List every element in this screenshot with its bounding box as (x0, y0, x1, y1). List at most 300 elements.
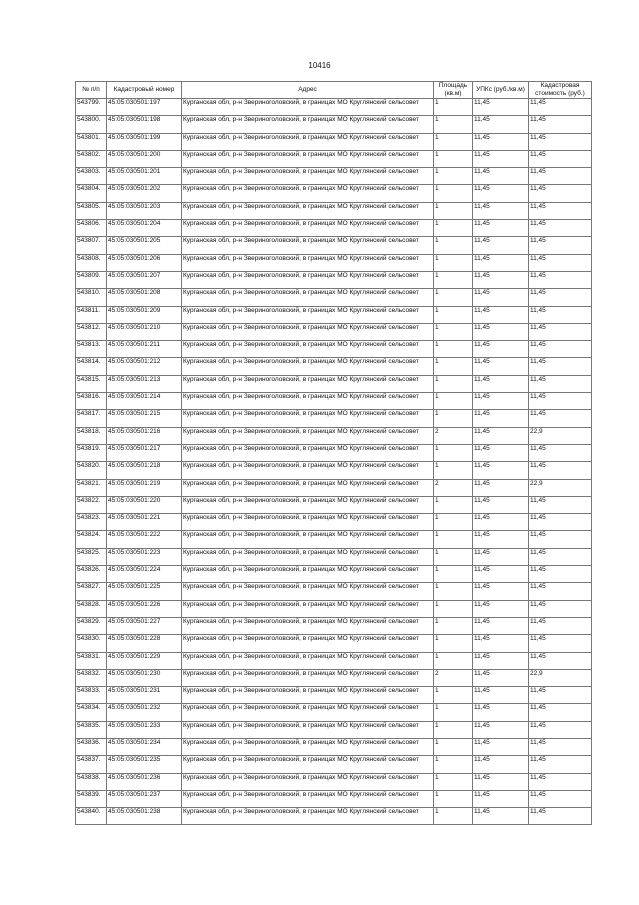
row-number-cell: 543804. (76, 185, 107, 202)
cadastral-value-cell: 11,45 (529, 116, 592, 133)
cadastral-value-cell: 11,45 (529, 462, 592, 479)
address-cell: Курганская обл, р-н Звериноголовский, в границах МО Круглянский сельсовет (182, 790, 434, 807)
address-cell: Курганская обл, р-н Звериноголовский, в границах МО Круглянский сельсовет (182, 583, 434, 600)
table-row (76, 773, 592, 790)
table-row (76, 237, 592, 254)
table-row (76, 133, 592, 150)
table-row (76, 444, 592, 461)
cadastral-number-cell: 45:05:030501:199 (107, 133, 182, 150)
upks-cell: 11,45 (473, 808, 529, 825)
table-row (76, 462, 592, 479)
upks-cell: 11,45 (473, 600, 529, 617)
cadastral-value-cell: 11,45 (529, 341, 592, 358)
cadastral-value-cell: 11,45 (529, 133, 592, 150)
table-row (76, 306, 592, 323)
cadastral-number-cell: 45:05:030501:216 (107, 427, 182, 444)
cadastral-number-cell: 45:05:030501:207 (107, 271, 182, 288)
cadastral-number-cell: 45:05:030501:203 (107, 202, 182, 219)
table-row (76, 808, 592, 825)
area-cell: 1 (434, 635, 473, 652)
address-cell: Курганская обл, р-н Звериноголовский, в границах МО Круглянский сельсовет (182, 462, 434, 479)
upks-cell: 11,45 (473, 635, 529, 652)
cadastral-value-cell: 11,45 (529, 773, 592, 790)
area-cell: 1 (434, 600, 473, 617)
table-row (76, 617, 592, 634)
row-number-cell: 543839. (76, 790, 107, 807)
cadastral-value-cell: 11,45 (529, 150, 592, 167)
row-number-cell: 543805. (76, 202, 107, 219)
row-number-cell: 543828. (76, 600, 107, 617)
table-row (76, 393, 592, 410)
cadastral-number-cell: 45:05:030501:236 (107, 773, 182, 790)
cadastral-number-cell: 45:05:030501:200 (107, 150, 182, 167)
area-cell: 2 (434, 427, 473, 444)
area-cell: 1 (434, 652, 473, 669)
area-cell: 1 (434, 202, 473, 219)
upks-cell: 11,45 (473, 514, 529, 531)
row-number-cell: 543821. (76, 479, 107, 496)
table-row (76, 531, 592, 548)
area-cell: 1 (434, 289, 473, 306)
table-row (76, 220, 592, 237)
cadastral-number-cell: 45:05:030501:226 (107, 600, 182, 617)
cadastral-number-cell: 45:05:030501:235 (107, 756, 182, 773)
cadastral-number-cell: 45:05:030501:213 (107, 375, 182, 392)
address-cell: Курганская обл, р-н Звериноголовский, в границах МО Круглянский сельсовет (182, 669, 434, 686)
area-cell: 1 (434, 323, 473, 340)
cadastral-number-cell: 45:05:030501:220 (107, 496, 182, 513)
cadastral-value-cell: 11,45 (529, 531, 592, 548)
cadastral-number-cell: 45:05:030501:208 (107, 289, 182, 306)
table-row (76, 721, 592, 738)
page-number: 10416 (308, 61, 331, 70)
row-number-cell: 543800. (76, 116, 107, 133)
area-cell: 1 (434, 168, 473, 185)
cadastral-value-cell: 11,45 (529, 254, 592, 271)
address-cell: Курганская обл, р-н Звериноголовский, в границах МО Круглянский сельсовет (182, 652, 434, 669)
cadastral-table (75, 81, 592, 825)
table-row (76, 410, 592, 427)
upks-cell: 11,45 (473, 410, 529, 427)
cadastral-value-cell: 11,45 (529, 566, 592, 583)
area-cell: 1 (434, 808, 473, 825)
cadastral-value-cell: 22,9 (529, 479, 592, 496)
cadastral-number-cell: 45:05:030501:227 (107, 617, 182, 634)
row-number-cell: 543829. (76, 617, 107, 634)
row-number-cell: 543810. (76, 289, 107, 306)
address-cell: Курганская обл, р-н Звериноголовский, в границах МО Круглянский сельсовет (182, 323, 434, 340)
address-cell: Курганская обл, р-н Звериноголовский, в границах МО Круглянский сельсовет (182, 271, 434, 288)
cadastral-number-cell: 45:05:030501:232 (107, 704, 182, 721)
area-cell: 1 (434, 220, 473, 237)
area-cell: 1 (434, 185, 473, 202)
cadastral-number-cell: 45:05:030501:225 (107, 583, 182, 600)
header-address: Адрес (182, 82, 434, 99)
address-cell: Курганская обл, р-н Звериноголовский, в границах МО Круглянский сельсовет (182, 254, 434, 271)
upks-cell: 11,45 (473, 133, 529, 150)
area-cell: 2 (434, 669, 473, 686)
table-row (76, 790, 592, 807)
address-cell: Курганская обл, р-н Звериноголовский, в границах МО Круглянский сельсовет (182, 566, 434, 583)
upks-cell: 11,45 (473, 773, 529, 790)
area-cell: 1 (434, 410, 473, 427)
row-number-cell: 543826. (76, 566, 107, 583)
row-number-cell: 543817. (76, 410, 107, 427)
row-number-cell: 543820. (76, 462, 107, 479)
address-cell: Курганская обл, р-н Звериноголовский, в границах МО Круглянский сельсовет (182, 617, 434, 634)
cadastral-number-cell: 45:05:030501:212 (107, 358, 182, 375)
upks-cell: 11,45 (473, 220, 529, 237)
cadastral-value-cell: 11,45 (529, 617, 592, 634)
row-number-cell: 543811. (76, 306, 107, 323)
table-row (76, 548, 592, 565)
area-cell: 1 (434, 393, 473, 410)
address-cell: Курганская обл, р-н Звериноголовский, в границах МО Круглянский сельсовет (182, 773, 434, 790)
row-number-cell: 543827. (76, 583, 107, 600)
header-value: Кадастровая стоимость (руб.) (529, 82, 592, 99)
address-cell: Курганская обл, р-н Звериноголовский, в границах МО Круглянский сельсовет (182, 808, 434, 825)
cadastral-number-cell: 45:05:030501:209 (107, 306, 182, 323)
table-row (76, 375, 592, 392)
row-number-cell: 543812. (76, 323, 107, 340)
row-number-cell: 543806. (76, 220, 107, 237)
cadastral-number-cell: 45:05:030501:204 (107, 220, 182, 237)
address-cell: Курганская обл, р-н Звериноголовский, в границах МО Круглянский сельсовет (182, 341, 434, 358)
row-number-cell: 543834. (76, 704, 107, 721)
address-cell: Курганская обл, р-н Звериноголовский, в границах МО Круглянский сельсовет (182, 548, 434, 565)
table-row (76, 341, 592, 358)
cadastral-number-cell: 45:05:030501:198 (107, 116, 182, 133)
area-cell: 1 (434, 704, 473, 721)
cadastral-number-cell: 45:05:030501:231 (107, 687, 182, 704)
area-cell: 1 (434, 617, 473, 634)
row-number-cell: 543807. (76, 237, 107, 254)
upks-cell: 11,45 (473, 583, 529, 600)
area-cell: 1 (434, 150, 473, 167)
upks-cell: 11,45 (473, 150, 529, 167)
cadastral-number-cell: 45:05:030501:211 (107, 341, 182, 358)
cadastral-value-cell: 11,45 (529, 410, 592, 427)
cadastral-number-cell: 45:05:030501:233 (107, 721, 182, 738)
cadastral-value-cell: 11,45 (529, 237, 592, 254)
area-cell: 1 (434, 687, 473, 704)
header-cadastral: Кадастровый номер (107, 82, 182, 99)
upks-cell: 11,45 (473, 306, 529, 323)
address-cell: Курганская обл, р-н Звериноголовский, в границах МО Круглянский сельсовет (182, 514, 434, 531)
cadastral-value-cell: 22,9 (529, 427, 592, 444)
cadastral-number-cell: 45:05:030501:229 (107, 652, 182, 669)
area-cell: 1 (434, 462, 473, 479)
area-cell: 1 (434, 738, 473, 755)
row-number-cell: 543830. (76, 635, 107, 652)
cadastral-number-cell: 45:05:030501:218 (107, 462, 182, 479)
cadastral-value-cell: 11,45 (529, 220, 592, 237)
address-cell: Курганская обл, р-н Звериноголовский, в границах МО Круглянский сельсовет (182, 410, 434, 427)
row-number-cell: 543818. (76, 427, 107, 444)
cadastral-number-cell: 45:05:030501:217 (107, 444, 182, 461)
address-cell: Курганская обл, р-н Звериноголовский, в границах МО Круглянский сельсовет (182, 150, 434, 167)
cadastral-number-cell: 45:05:030501:224 (107, 566, 182, 583)
row-number-cell: 543824. (76, 531, 107, 548)
row-number-cell: 543813. (76, 341, 107, 358)
cadastral-value-cell: 11,45 (529, 583, 592, 600)
cadastral-value-cell: 11,45 (529, 652, 592, 669)
upks-cell: 11,45 (473, 202, 529, 219)
header-num: № п/п (76, 82, 107, 99)
row-number-cell: 543838. (76, 773, 107, 790)
cadastral-number-cell: 45:05:030501:215 (107, 410, 182, 427)
upks-cell: 11,45 (473, 738, 529, 755)
area-cell: 1 (434, 237, 473, 254)
cadastral-value-cell: 11,45 (529, 168, 592, 185)
upks-cell: 11,45 (473, 462, 529, 479)
table-row (76, 600, 592, 617)
table-row (76, 514, 592, 531)
cadastral-number-cell: 45:05:030501:238 (107, 808, 182, 825)
table-row (76, 566, 592, 583)
table-row (76, 652, 592, 669)
row-number-cell: 543832. (76, 669, 107, 686)
cadastral-number-cell: 45:05:030501:221 (107, 514, 182, 531)
cadastral-number-cell: 45:05:030501:201 (107, 168, 182, 185)
row-number-cell: 543803. (76, 168, 107, 185)
address-cell: Курганская обл, р-н Звериноголовский, в границах МО Круглянский сельсовет (182, 738, 434, 755)
cadastral-value-cell: 11,45 (529, 756, 592, 773)
area-cell: 2 (434, 479, 473, 496)
area-cell: 1 (434, 99, 473, 116)
table-body (76, 99, 592, 825)
row-number-cell: 543836. (76, 738, 107, 755)
cadastral-value-cell: 11,45 (529, 548, 592, 565)
row-number-cell: 543816. (76, 393, 107, 410)
row-number-cell: 543833. (76, 687, 107, 704)
address-cell: Курганская обл, р-н Звериноголовский, в границах МО Круглянский сельсовет (182, 220, 434, 237)
upks-cell: 11,45 (473, 289, 529, 306)
cadastral-number-cell: 45:05:030501:206 (107, 254, 182, 271)
address-cell: Курганская обл, р-н Звериноголовский, в границах МО Круглянский сельсовет (182, 375, 434, 392)
upks-cell: 11,45 (473, 254, 529, 271)
address-cell: Курганская обл, р-н Звериноголовский, в границах МО Круглянский сельсовет (182, 444, 434, 461)
address-cell: Курганская обл, р-н Звериноголовский, в границах МО Круглянский сельсовет (182, 116, 434, 133)
address-cell: Курганская обл, р-н Звериноголовский, в границах МО Круглянский сельсовет (182, 479, 434, 496)
row-number-cell: 543825. (76, 548, 107, 565)
cadastral-value-cell: 11,45 (529, 600, 592, 617)
upks-cell: 11,45 (473, 444, 529, 461)
header-row (76, 82, 592, 99)
cadastral-value-cell: 11,45 (529, 358, 592, 375)
cadastral-value-cell: 11,45 (529, 271, 592, 288)
address-cell: Курганская обл, р-н Звериноголовский, в границах МО Круглянский сельсовет (182, 358, 434, 375)
area-cell: 1 (434, 531, 473, 548)
upks-cell: 11,45 (473, 531, 529, 548)
address-cell: Курганская обл, р-н Звериноголовский, в границах МО Круглянский сельсовет (182, 756, 434, 773)
address-cell: Курганская обл, р-н Звериноголовский, в границах МО Круглянский сельсовет (182, 687, 434, 704)
cadastral-value-cell: 22,9 (529, 669, 592, 686)
cadastral-number-cell: 45:05:030501:205 (107, 237, 182, 254)
area-cell: 1 (434, 583, 473, 600)
upks-cell: 11,45 (473, 790, 529, 807)
cadastral-value-cell: 11,45 (529, 514, 592, 531)
upks-cell: 11,45 (473, 479, 529, 496)
cadastral-value-cell: 11,45 (529, 496, 592, 513)
upks-cell: 11,45 (473, 168, 529, 185)
address-cell: Курганская обл, р-н Звериноголовский, в границах МО Круглянский сельсовет (182, 496, 434, 513)
row-number-cell: 543815. (76, 375, 107, 392)
row-number-cell: 543822. (76, 496, 107, 513)
area-cell: 1 (434, 133, 473, 150)
cadastral-number-cell: 45:05:030501:228 (107, 635, 182, 652)
area-cell: 1 (434, 514, 473, 531)
table-row (76, 116, 592, 133)
area-cell: 1 (434, 254, 473, 271)
address-cell: Курганская обл, р-н Звериноголовский, в границах МО Круглянский сельсовет (182, 99, 434, 116)
table-row (76, 289, 592, 306)
address-cell: Курганская обл, р-н Звериноголовский, в границах МО Круглянский сельсовет (182, 133, 434, 150)
upks-cell: 11,45 (473, 687, 529, 704)
address-cell: Курганская обл, р-н Звериноголовский, в границах МО Круглянский сельсовет (182, 704, 434, 721)
address-cell: Курганская обл, р-н Звериноголовский, в границах МО Круглянский сельсовет (182, 600, 434, 617)
table-row (76, 479, 592, 496)
cadastral-number-cell: 45:05:030501:197 (107, 99, 182, 116)
cadastral-value-cell: 11,45 (529, 393, 592, 410)
address-cell: Курганская обл, р-н Звериноголовский, в границах МО Круглянский сельсовет (182, 202, 434, 219)
upks-cell: 11,45 (473, 721, 529, 738)
upks-cell: 11,45 (473, 652, 529, 669)
table-row (76, 687, 592, 704)
upks-cell: 11,45 (473, 548, 529, 565)
area-cell: 1 (434, 306, 473, 323)
row-number-cell: 543814. (76, 358, 107, 375)
table-row (76, 358, 592, 375)
address-cell: Курганская обл, р-н Звериноголовский, в границах МО Круглянский сельсовет (182, 531, 434, 548)
cadastral-number-cell: 45:05:030501:237 (107, 790, 182, 807)
row-number-cell: 543831. (76, 652, 107, 669)
upks-cell: 11,45 (473, 271, 529, 288)
table-row (76, 669, 592, 686)
area-cell: 1 (434, 496, 473, 513)
address-cell: Курганская обл, р-н Звериноголовский, в границах МО Круглянский сельсовет (182, 635, 434, 652)
area-cell: 1 (434, 375, 473, 392)
upks-cell: 11,45 (473, 375, 529, 392)
cadastral-value-cell: 11,45 (529, 704, 592, 721)
table-header (76, 82, 592, 99)
table-row (76, 427, 592, 444)
address-cell: Курганская обл, р-н Звериноголовский, в границах МО Круглянский сельсовет (182, 306, 434, 323)
area-cell: 1 (434, 444, 473, 461)
cadastral-number-cell: 45:05:030501:210 (107, 323, 182, 340)
upks-cell: 11,45 (473, 99, 529, 116)
table-row (76, 271, 592, 288)
table-row (76, 323, 592, 340)
upks-cell: 11,45 (473, 185, 529, 202)
cadastral-value-cell: 11,45 (529, 306, 592, 323)
cadastral-number-cell: 45:05:030501:223 (107, 548, 182, 565)
address-cell: Курганская обл, р-н Звериноголовский, в границах МО Круглянский сельсовет (182, 237, 434, 254)
cadastral-value-cell: 11,45 (529, 289, 592, 306)
row-number-cell: 543819. (76, 444, 107, 461)
area-cell: 1 (434, 358, 473, 375)
table-row (76, 254, 592, 271)
address-cell: Курганская обл, р-н Звериноголовский, в границах МО Круглянский сельсовет (182, 289, 434, 306)
area-cell: 1 (434, 773, 473, 790)
area-cell: 1 (434, 548, 473, 565)
cadastral-value-cell: 11,45 (529, 635, 592, 652)
upks-cell: 11,45 (473, 237, 529, 254)
upks-cell: 11,45 (473, 116, 529, 133)
cadastral-value-cell: 11,45 (529, 99, 592, 116)
area-cell: 1 (434, 271, 473, 288)
area-cell: 1 (434, 756, 473, 773)
upks-cell: 11,45 (473, 427, 529, 444)
area-cell: 1 (434, 721, 473, 738)
cadastral-number-cell: 45:05:030501:219 (107, 479, 182, 496)
address-cell: Курганская обл, р-н Звериноголовский, в границах МО Круглянский сельсовет (182, 168, 434, 185)
upks-cell: 11,45 (473, 496, 529, 513)
cadastral-value-cell: 11,45 (529, 323, 592, 340)
cadastral-number-cell: 45:05:030501:222 (107, 531, 182, 548)
cadastral-number-cell: 45:05:030501:214 (107, 393, 182, 410)
table-row (76, 704, 592, 721)
address-cell: Курганская обл, р-н Звериноголовский, в границах МО Круглянский сельсовет (182, 185, 434, 202)
row-number-cell: 543808. (76, 254, 107, 271)
row-number-cell: 543802. (76, 150, 107, 167)
area-cell: 1 (434, 566, 473, 583)
cadastral-value-cell: 11,45 (529, 808, 592, 825)
header-area: Площадь (кв.м) (434, 82, 473, 99)
row-number-cell: 543799. (76, 99, 107, 116)
cadastral-number-cell: 45:05:030501:202 (107, 185, 182, 202)
upks-cell: 11,45 (473, 566, 529, 583)
area-cell: 1 (434, 341, 473, 358)
upks-cell: 11,45 (473, 341, 529, 358)
upks-cell: 11,45 (473, 617, 529, 634)
area-cell: 1 (434, 790, 473, 807)
row-number-cell: 543835. (76, 721, 107, 738)
address-cell: Курганская обл, р-н Звериноголовский, в границах МО Круглянский сельсовет (182, 427, 434, 444)
table-row (76, 185, 592, 202)
upks-cell: 11,45 (473, 358, 529, 375)
table-row (76, 738, 592, 755)
address-cell: Курганская обл, р-н Звериноголовский, в границах МО Круглянский сельсовет (182, 721, 434, 738)
upks-cell: 11,45 (473, 669, 529, 686)
table-row (76, 99, 592, 116)
row-number-cell: 543809. (76, 271, 107, 288)
upks-cell: 11,45 (473, 393, 529, 410)
table-row (76, 202, 592, 219)
cadastral-value-cell: 11,45 (529, 202, 592, 219)
upks-cell: 11,45 (473, 704, 529, 721)
cadastral-value-cell: 11,45 (529, 790, 592, 807)
table-row (76, 583, 592, 600)
table-row (76, 756, 592, 773)
cadastral-value-cell: 11,45 (529, 721, 592, 738)
row-number-cell: 543837. (76, 756, 107, 773)
row-number-cell: 543840. (76, 808, 107, 825)
cadastral-number-cell: 45:05:030501:230 (107, 669, 182, 686)
cadastral-value-cell: 11,45 (529, 738, 592, 755)
table-row (76, 496, 592, 513)
table-row (76, 150, 592, 167)
cadastral-number-cell: 45:05:030501:234 (107, 738, 182, 755)
address-cell: Курганская обл, р-н Звериноголовский, в границах МО Круглянский сельсовет (182, 393, 434, 410)
cadastral-value-cell: 11,45 (529, 687, 592, 704)
table-row (76, 168, 592, 185)
cadastral-value-cell: 11,45 (529, 375, 592, 392)
cadastral-value-cell: 11,45 (529, 185, 592, 202)
upks-cell: 11,45 (473, 323, 529, 340)
row-number-cell: 543823. (76, 514, 107, 531)
header-upks: УПКс (руб./кв.м) (473, 82, 529, 99)
